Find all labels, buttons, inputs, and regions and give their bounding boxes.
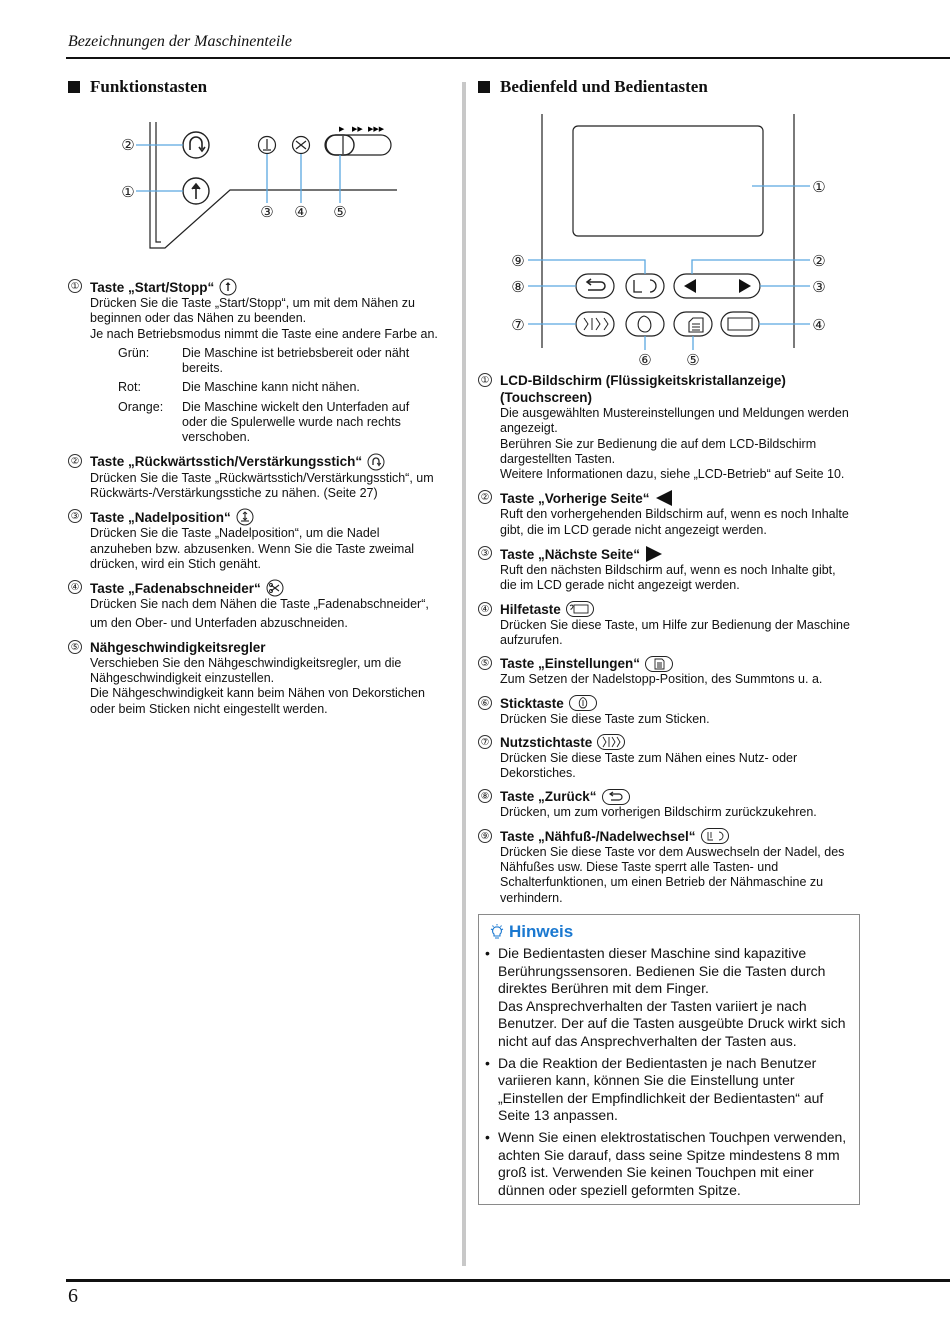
lcd-screen <box>573 126 763 236</box>
item-text-line: Verschieben Sie den Nähgeschwindigkeitsregler, um die <box>90 655 402 670</box>
item-title-text: Taste „Zurück“ <box>500 789 597 805</box>
callout-9: ⑨ <box>511 252 525 270</box>
item-text-line: Drücken Sie diese Taste zum Nähen eines Nutz- oder <box>500 750 798 765</box>
item-text-line: dargestellten Tasten. <box>500 451 616 466</box>
speed-slider-track <box>325 135 391 155</box>
page-header-title: Bezeichnungen der Maschinenteile <box>68 33 292 50</box>
item-title <box>500 372 862 406</box>
item-title <box>500 655 862 672</box>
footer-rule <box>66 1279 950 1282</box>
item-title-text: Taste „Nähfuß-/Nadelwechsel“ <box>500 828 696 844</box>
item-text-line: Schalterfunktionen, um einen Betrieb der Nähmaschine zu <box>500 875 824 890</box>
callout-7: ⑦ <box>511 316 525 334</box>
prev-triangle <box>684 279 696 293</box>
item-title <box>500 734 862 751</box>
reverse-stitch-icon <box>367 453 385 471</box>
item-number: ① <box>478 373 492 387</box>
item-text-line: Die ausgewählten Mustereinstellungen und Meldungen werden <box>500 406 849 420</box>
item-start-stop <box>68 278 454 446</box>
presser-foot-needle-exchange-icon <box>701 828 729 844</box>
item-title-text: Taste „Vorherige Seite“ <box>500 490 650 506</box>
item-text-line: Drücken Sie die Taste „Rückwärtsstich/Verstärkungsstich“, um <box>90 470 434 485</box>
state-line: oder die Spulerwelle wurde nach rechts <box>182 415 401 430</box>
item-number: ② <box>68 454 82 468</box>
presser-foot-button <box>626 274 664 298</box>
item-number: ④ <box>478 602 492 616</box>
item-title-text: Nähgeschwindigkeitsregler <box>90 639 266 655</box>
speed-slider-knob <box>326 135 354 155</box>
hinweis-line: • Die Bedientasten dieser Maschine sind kapazitive <box>498 945 807 961</box>
hinweis-bullet <box>485 1129 853 1199</box>
item-help <box>478 601 862 649</box>
item-title <box>500 695 862 712</box>
start-stop-arrow <box>192 184 200 189</box>
embroidery-glyph <box>638 316 651 332</box>
item-number: ⑦ <box>478 735 492 749</box>
item-text-line: gibt, die im LCD gerade nicht angezeigt werden. <box>500 522 767 537</box>
item-utility-stitch <box>478 734 862 782</box>
settings-icon <box>645 656 673 672</box>
state-line: verschoben. <box>182 430 251 445</box>
lightbulb-icon <box>489 924 505 940</box>
callout-6: ⑥ <box>638 351 652 369</box>
item-title-text: Taste „Einstellungen“ <box>500 656 641 672</box>
back-button <box>576 274 614 298</box>
item-text-line: aufzurufen. <box>500 632 563 647</box>
needle-position-icon <box>236 508 254 526</box>
machine-edge-inner <box>156 122 161 242</box>
item-text-line: oder beim Sticken nicht eingestellt werden. <box>90 701 328 716</box>
embroidery-icon <box>569 695 597 711</box>
leader-line-2 <box>692 260 810 274</box>
item-text-line: Nähfußes usw. Diese Taste sperrt alle Tasten- und <box>500 860 779 875</box>
callout-3: ③ <box>812 278 826 296</box>
item-text-line: Drücken Sie diese Taste, um Hilfe zur Bedienung der Maschine <box>500 617 850 632</box>
state-value <box>182 400 454 446</box>
reverse-stitch-button <box>183 132 209 158</box>
item-text-line: Die Nähgeschwindigkeit kann beim Nähen von Dekorstichen <box>90 686 425 701</box>
item-text-line: beginnen oder das Nähen zu beenden. <box>90 311 307 326</box>
utility-stitch-icon <box>597 734 625 750</box>
item-text-line: die im LCD gerade nicht angezeigt werden. <box>500 578 740 593</box>
callout-8: ⑧ <box>511 278 525 296</box>
column-divider <box>462 82 466 1266</box>
callout-4: ④ <box>294 203 308 221</box>
item-number: ③ <box>68 509 82 523</box>
presser-foot-glyph <box>634 280 642 292</box>
item-number: ① <box>68 279 82 293</box>
hinweis-line: • Da die Reaktion der Bedientasten je nach Benutzer <box>498 1054 817 1071</box>
callout-1: ① <box>812 178 826 196</box>
callout-4: ④ <box>812 316 826 334</box>
item-number: ⑨ <box>478 829 492 843</box>
left-section-title-text: Funktionstasten <box>90 77 208 96</box>
item-text-line: Rückwärts-/Verstärkungsstiche zu nähen. (Seite 27) <box>90 485 378 500</box>
item-title-text: LCD-Bildschirm (Flüssigkeitskristallanzeige) (Touchscreen) <box>500 373 786 405</box>
item-title-text: Taste „Rückwärtsstich/Verstärkungsstich“ <box>90 454 363 470</box>
item-number: ③ <box>478 546 492 560</box>
state-value <box>182 380 454 395</box>
right-items <box>478 372 862 913</box>
header-rule <box>66 57 950 59</box>
hinweis-line: dünnen oder speziell geformten Spitze. <box>498 1181 741 1198</box>
item-title-text: Taste „Fadenabschneider“ <box>90 580 261 596</box>
hinweis-line: achten Sie darauf, dass seine Spitze mindestens 8 mm <box>498 1146 840 1163</box>
item-title-text: Nutzstichtaste <box>500 734 593 750</box>
back-glyph <box>588 282 605 290</box>
state-line: Die Maschine ist betriebsbereit oder näht <box>182 345 410 360</box>
hinweis-title <box>489 922 573 942</box>
settings-glyph <box>689 318 703 332</box>
speed-mark-medium: ▶▶ <box>352 125 363 133</box>
item-text-line: Drücken, um zum vorherigen Bildschirm zurückzukehren. <box>500 805 817 820</box>
hinweis-bullet <box>485 1055 853 1125</box>
speed-mark-slow: ▶ <box>339 125 345 133</box>
item-text-line: Ruft den nächsten Bildschirm auf, wenn es noch Inhalte gibt, <box>500 563 836 578</box>
item-text-line: Dekorstiches. <box>500 766 576 781</box>
state-value <box>182 346 454 377</box>
hinweis-line: Seite 13 anpassen. <box>498 1107 618 1124</box>
help-button <box>721 312 759 336</box>
next-triangle <box>739 279 751 293</box>
item-text-line: Drücken Sie diese Taste zum Sticken. <box>500 711 710 726</box>
hinweis-bullet <box>485 945 853 1051</box>
hinweis-line: nicht auf das Ansprechverhalten der Tasten aus. <box>498 1032 797 1049</box>
help-glyph <box>728 318 752 330</box>
item-title <box>90 639 454 656</box>
item-title-text: Taste „Start/Stopp“ <box>90 279 215 295</box>
hinweis-line: groß ist. Verwenden Sie keinen Touchpen mit einer <box>498 1164 814 1181</box>
hinweis-line: • Wenn Sie einen elektrostatischen Touchpen verwenden, <box>498 1128 847 1145</box>
hinweis-line: Benutzer. Der auf die Tasten ausgeübte Druck wirkt sich <box>498 1015 846 1032</box>
state-red <box>118 380 454 395</box>
state-line: Die Maschine kann nicht nähen. <box>182 380 360 395</box>
item-title <box>90 579 454 597</box>
callout-5: ⑤ <box>333 203 347 221</box>
exchange-glyph <box>650 280 656 292</box>
item-title-text: Taste „Nadelposition“ <box>90 509 231 525</box>
item-text-line: verhindern. <box>500 890 563 905</box>
item-embroidery <box>478 695 862 727</box>
item-number: ④ <box>68 580 82 594</box>
callout-2: ② <box>121 136 135 154</box>
left-section-title <box>68 77 207 97</box>
item-text-line: Weitere Informationen dazu, siehe „LCD-Betrieb“ auf Seite 10. <box>500 467 845 482</box>
item-speed-controller <box>68 639 454 717</box>
item-title-text: Sticktaste <box>500 695 564 711</box>
item-text-line: Zum Setzen der Nadelstopp-Position, des Summtons u. a. <box>500 672 823 687</box>
section-square-icon <box>68 81 80 93</box>
callout-2: ② <box>812 252 826 270</box>
hinweis-line: Berührungssensoren. Bedienen Sie die Tasten durch <box>498 962 826 979</box>
left-items <box>68 278 454 724</box>
item-number: ⑧ <box>478 789 492 803</box>
state-key: Rot: <box>118 380 141 395</box>
item-back <box>478 788 862 820</box>
state-line: Die Maschine wickelt den Unterfaden auf <box>182 399 410 414</box>
hinweis-list <box>485 945 853 1203</box>
item-needle-position <box>68 508 454 572</box>
item-reverse-stitch <box>68 453 454 502</box>
color-states <box>118 346 454 446</box>
function-buttons-diagram <box>110 115 410 265</box>
section-square-icon <box>478 81 490 93</box>
item-title-text: Taste „Nächste Seite“ <box>500 546 641 562</box>
state-orange <box>118 400 454 446</box>
right-section-title-text: Bedienfeld und Bedientasten <box>500 77 708 96</box>
hinweis-title-text: Hinweis <box>509 922 574 941</box>
right-section-title <box>478 77 708 97</box>
item-text-line: Nähgeschwindigkeit einzustellen. <box>90 671 275 686</box>
callout-1: ① <box>121 183 135 201</box>
start-stop-icon <box>219 278 237 296</box>
item-title <box>500 489 862 507</box>
item-text-line: Ruft den vorhergehenden Bildschirm auf, wenn es noch Inhalte <box>500 507 849 522</box>
back-icon <box>602 789 630 805</box>
item-title <box>90 508 454 526</box>
hinweis-line: direktes Berühren mit dem Finger. <box>498 980 709 997</box>
next-page-icon <box>645 545 663 563</box>
item-number: ⑤ <box>68 640 82 654</box>
hinweis-line: Das Ansprechverhalten der Tasten variiert je nach <box>498 997 807 1014</box>
state-green <box>118 346 454 377</box>
item-text-line: Drücken Sie die Taste „Nadelposition“, um die Nadel <box>90 526 380 541</box>
previous-page-icon <box>655 489 673 507</box>
help-icon <box>566 601 594 617</box>
operation-panel-diagram <box>500 112 840 370</box>
callout-5: ⑤ <box>686 351 700 369</box>
item-title <box>500 828 862 845</box>
item-text-line: angezeigt. <box>500 421 558 436</box>
state-key: Grün: <box>118 345 150 360</box>
thread-cutter-icon <box>266 579 284 597</box>
item-text-line: drücken, wird ein Stich genäht. <box>90 556 261 571</box>
item-settings <box>478 655 862 687</box>
item-thread-cutter <box>68 579 454 632</box>
item-number: ⑥ <box>478 696 492 710</box>
thread-cutter-glyph <box>296 141 306 149</box>
item-number: ⑤ <box>478 656 492 670</box>
hinweis-box <box>478 914 860 1205</box>
item-text-line: Drücken Sie diese Taste vor dem Auswechseln der Nadel, des <box>500 844 845 859</box>
item-presser-foot-needle-exchange <box>478 828 862 906</box>
item-lcd <box>478 372 862 482</box>
item-text-line: Drücken Sie die Taste „Start/Stopp“, um mit dem Nähen zu <box>90 296 415 310</box>
item-title <box>500 601 862 618</box>
item-title <box>500 545 862 563</box>
state-line: bereits. <box>182 361 223 376</box>
item-number: ② <box>478 490 492 504</box>
state-key: Orange: <box>118 399 164 414</box>
item-title-text: Hilfetaste <box>500 601 561 617</box>
item-title <box>500 788 862 805</box>
hinweis-line: variieren kann, können Sie die Einstellung unter <box>498 1072 795 1089</box>
utility-glyph <box>584 318 608 330</box>
item-text-line: Drücken Sie nach dem Nähen die Taste „Fadenabschneider“, <box>90 597 429 612</box>
item-text-line: um den Ober- und Unterfaden abzuschneiden. <box>90 616 348 631</box>
speed-mark-fast: ▶▶▶ <box>368 125 385 133</box>
item-title <box>90 453 454 471</box>
item-title <box>90 278 454 296</box>
item-text-line: Je nach Betriebsmodus nimmt die Taste eine andere Farbe an. <box>90 326 438 341</box>
page-number: 6 <box>68 1285 78 1307</box>
callout-3: ③ <box>260 203 274 221</box>
leader-line-9 <box>528 260 645 274</box>
item-text-line: anzuheben bzw. abzusenken. Wenn Sie die Taste zweimal <box>90 541 415 556</box>
hinweis-line: „Einstellen der Empfindlichkeit der Bedientasten“ auf <box>498 1089 824 1106</box>
item-next-page <box>478 545 862 594</box>
item-text-line: Berühren Sie zur Bedienung die auf dem LCD-Bildschirm <box>500 436 817 451</box>
machine-edge-outer <box>150 122 397 248</box>
item-previous-page <box>478 489 862 538</box>
